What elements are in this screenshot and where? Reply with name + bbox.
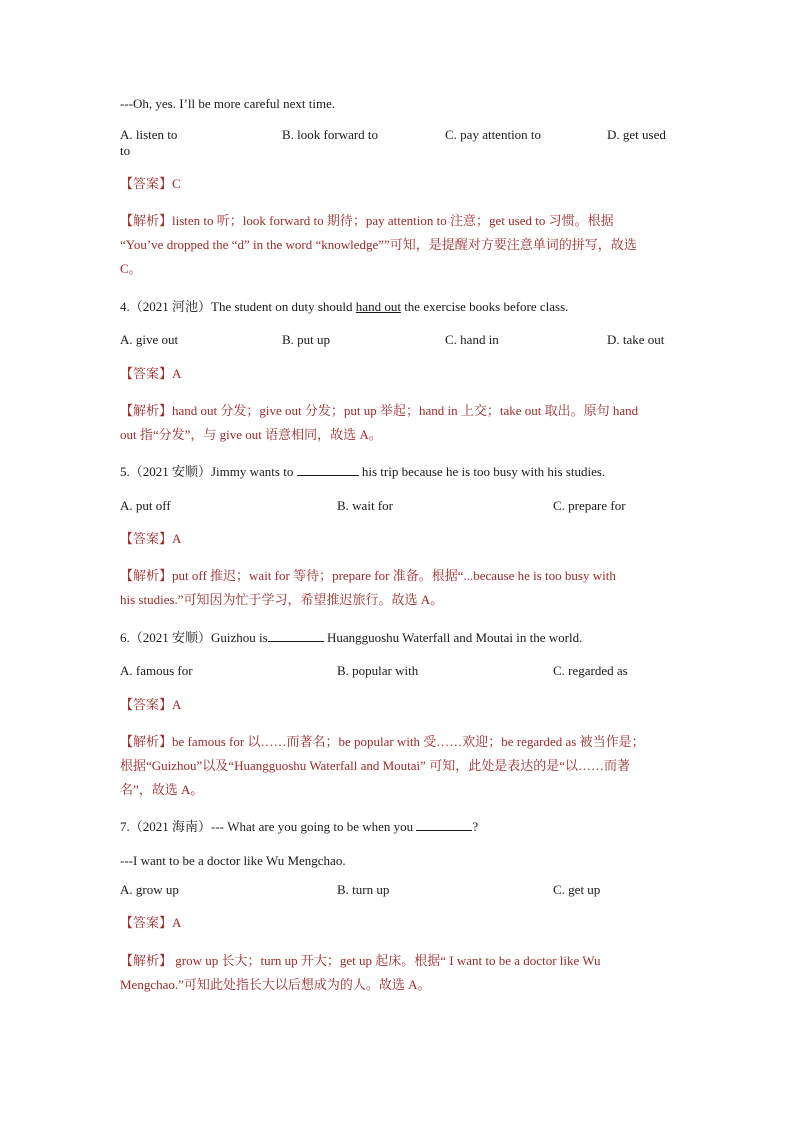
q6-explanation-1: 【解析】be famous for 以……而著名；be popular with 受……欢迎；be regarded as 被当作是； [120, 734, 645, 749]
q7-option-c: C. get up [553, 882, 601, 897]
q3-answer: 【答案】C [120, 176, 181, 191]
q7-stem [120, 818, 478, 836]
q5-option-a: A. put off [120, 498, 171, 513]
q7-explanation-2: Mengchao.”可知此处指长大以后想成为的人。故选 A。 [120, 977, 431, 992]
q3-explanation-3: C。 [120, 261, 142, 276]
q6-option-a: A. famous for [120, 663, 193, 678]
q3-option-d-wrap: to [120, 143, 131, 158]
q4-stem-prefix: 4.（2021 河池）The student on duty should [120, 299, 356, 314]
q4-option-b: B. put up [282, 332, 331, 347]
q7-reply: ---I want to be a doctor like Wu Mengchao. [120, 853, 346, 868]
q3-explanation-2: “You’ve dropped the “d” in the word “knowledge””可知，是提醒对方要注意单词的拼写，故选 [120, 237, 637, 252]
q3-explanation-1: 【解析】listen to 听；look forward to 期待；pay attention to 注意；get used to 习惯。根据 [120, 213, 614, 228]
q6-stem [120, 629, 582, 647]
q3-option-a: A. listen to [120, 127, 178, 142]
q7-blank [416, 818, 472, 831]
q5-stem-suffix: his trip because he is too busy with his studies. [358, 464, 606, 479]
q6-answer: 【答案】A [120, 697, 182, 712]
q7-option-b: B. turn up [337, 882, 390, 897]
q4-stem-underlined: hand out [355, 299, 401, 314]
q6-explanation-2: 根据“Guizhou”以及“Huangguoshu Waterfall and Moutai” 可知，此处是表达的是“以……而著 [120, 758, 630, 773]
q6-stem-suffix: Huangguoshu Waterfall and Moutai in the world. [323, 630, 583, 645]
q4-stem [120, 298, 568, 316]
q5-blank [297, 463, 359, 476]
q4-answer: 【答案】A [120, 366, 182, 381]
q5-stem [120, 463, 605, 481]
q4-option-d: D. take out [607, 332, 665, 347]
q3-option-d: D. get used [607, 127, 666, 142]
q5-stem-prefix: 5.（2021 安顺）Jimmy wants to [120, 464, 297, 479]
q4-explanation-2: out 指“分发”，与 give out 语意相同，故选 A。 [120, 427, 382, 442]
q6-option-b: B. popular with [337, 663, 419, 678]
q6-blank [268, 629, 324, 642]
q4-explanation-1: 【解析】hand out 分发；give out 分发；put up 举起；hand in 上交；take out 取出。原句 hand [120, 403, 639, 418]
q7-option-a: A. grow up [120, 882, 179, 897]
q5-option-b: B. wait for [337, 498, 393, 513]
q4-option-a: A. give out [120, 332, 179, 347]
q5-explanation-1: 【解析】put off 推迟；wait for 等待；prepare for 准备。根据“...because he is too busy with [120, 568, 616, 583]
q7-stem-prefix: 7.（2021 海南）--- What are you going to be when you [120, 819, 417, 834]
q5-option-c: C. prepare for [553, 498, 626, 513]
q7-stem-suffix: ? [472, 819, 479, 834]
q4-option-c: C. hand in [445, 332, 499, 347]
q7-answer: 【答案】A [120, 915, 182, 930]
q3-reply: ---Oh, yes. I’ll be more careful next time. [120, 96, 336, 111]
q5-explanation-2: his studies.”可知因为忙于学习，希望推迟旅行。故选 A。 [120, 592, 444, 607]
q4-stem-suffix: the exercise books before class. [400, 299, 569, 314]
q6-stem-prefix: 6.（2021 安顺）Guizhou is [120, 630, 268, 645]
q6-option-c: C. regarded as [553, 663, 628, 678]
q3-option-b: B. look forward to [282, 127, 379, 142]
q6-explanation-3: 名”，故选 A。 [120, 782, 204, 797]
q3-option-c: C. pay attention to [445, 127, 542, 142]
q7-explanation-1: 【解析】 grow up 长大；turn up 开大；get up 起床。根据“ I want to be a doctor like Wu [120, 953, 601, 968]
q5-answer: 【答案】A [120, 531, 182, 546]
